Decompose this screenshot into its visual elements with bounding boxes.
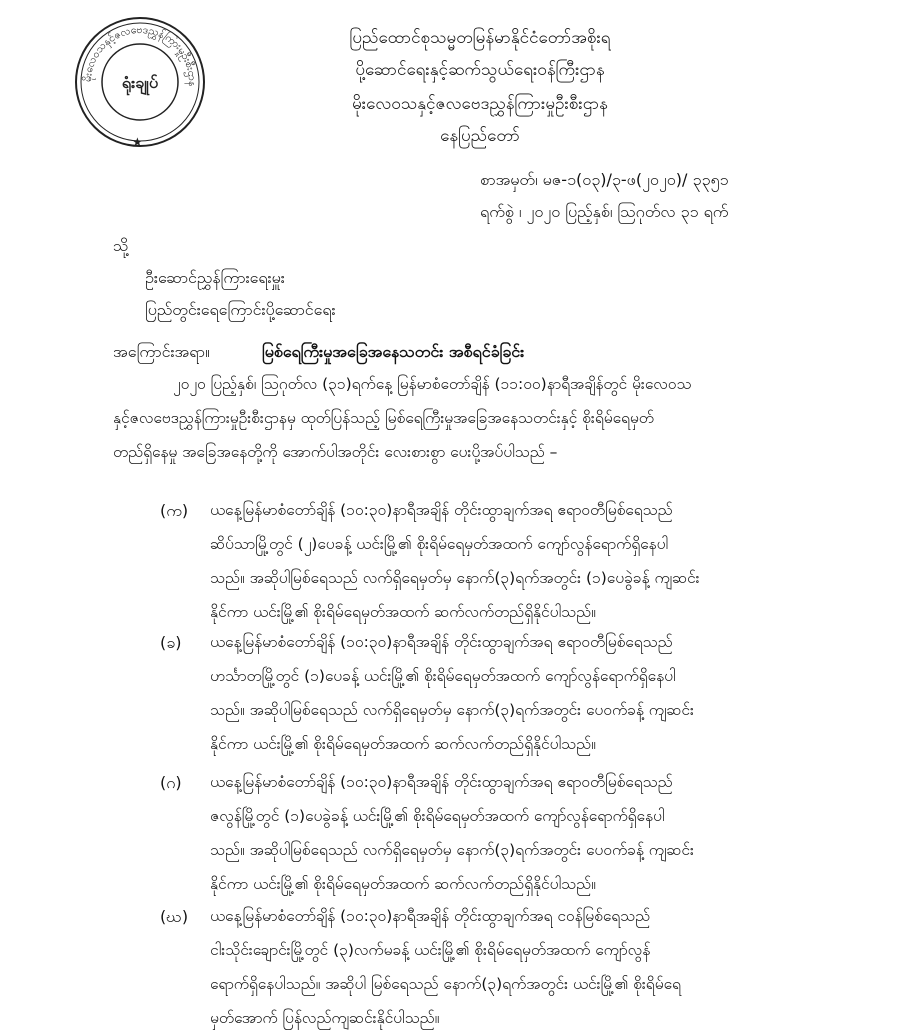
item-number: (ခ): [160, 633, 182, 652]
recipient-department: ပြည်တွင်းရေကြောင်းပို့ဆောင်ရေး: [145, 300, 336, 319]
header-location: နေပြည်တော်: [440, 126, 520, 146]
item-line: ဆိပ်သာမြို့တွင် (၂)ပေခန့် ယင်းမြို့၏ စိုးရိမ်ရေမှတ်အထက် ကျော်လွန်ရောက်ရှိနေပါ: [210, 535, 669, 553]
item-line: ယနေ့မြန်မာစံတော်ချိန် (၁၀:၃၀)နာရီအချိန် တိုင်းထွာချက်အရ ဧရာဝတီမြစ်ရေသည်: [210, 633, 673, 651]
item-line: ငါးသိုင်းချောင်းမြို့တွင် (၃)လက်မခန့် ယင်းမြို့၏ စိုးရိမ်ရေမှတ်အထက် ကျော်လွန်: [210, 941, 651, 959]
item-line: ယနေ့မြန်မာစံတော်ချိန် (၁၀:၃၀)နာရီအချိန် တိုင်းထွာချက်အရ ငဝန်မြစ်ရေသည်: [210, 907, 651, 925]
header-government: ပြည်ထောင်စုသမ္မတမြန်မာနိုင်ငံတော်အစိုးရ: [349, 28, 611, 48]
to-label: သို့: [113, 236, 129, 255]
recipient-title: ဦးဆောင်ညွှန်ကြားရေးမှူး: [145, 268, 285, 287]
item-line: နိုင်ကာ ယင်းမြို့၏ စိုးရိမ်ရေမှတ်အထက် ဆက်လက်တည်ရှိနိုင်ပါသည်။: [210, 603, 596, 621]
item-paragraph: [210, 765, 830, 901]
department-seal: [72, 14, 208, 150]
intro-line: နှင့်ဇလဗေဒညွှန်ကြားမှုဦးစီးဌာနမှ ထုတ်ပြန်သည့် မြစ်ရေကြီးမှုအခြေအနေသတင်းနှင့် စိုးရိမ်ရေမှတ်: [113, 409, 654, 427]
item-paragraph: [210, 625, 830, 761]
header-department: မိုးလေဝသနှင့်ဇလဗေဒညွှန်ကြားမှုဦးစီးဌာန: [352, 94, 608, 114]
item-line: သည်။ အဆိုပါမြစ်ရေသည် လက်ရှိရေမှတ်မှ နောက်(၃)ရက်အတွင်း ပေဝက်ခန့် ကျဆင်း: [210, 701, 694, 719]
item-line: ယနေ့မြန်မာစံတော်ချိန် (၁၀:၃၀)နာရီအချိန် တိုင်းထွာချက်အရ ဧရာဝတီမြစ်ရေသည်: [210, 501, 673, 519]
item-line: ဇလွန်မြို့တွင် (၁)ပေခွဲခန့် ယင်းမြို့၏ စိုးရိမ်ရေမှတ်အထက် ကျော်လွန်ရောက်ရှိနေပါ: [210, 807, 665, 825]
subject-label: အကြောင်းအရာ။: [113, 342, 210, 361]
item-line: ရောက်ရှိနေပါသည်။ အဆိုပါ မြစ်ရေသည် နောက်(၃)ရက်အတွင်း ယင်းမြို့၏ စိုးရိမ်ရေ: [210, 975, 681, 993]
item-line: မှတ်အောက် ပြန်လည်ကျဆင်းနိုင်ပါသည်။: [210, 1009, 440, 1027]
item-number: (ဂ): [160, 773, 182, 792]
item-line: နိုင်ကာ ယင်းမြို့၏ စိုးရိမ်ရေမှတ်အထက် ဆက်လက်တည်ရှိနိုင်ပါသည်။: [210, 875, 596, 893]
seal-ring-text: မိုးလေဝသနှင့်ဇလဗေဒညွှန်ကြားမှုဦးစီးဌာန: [81, 23, 199, 87]
reference-number: စာအမှတ်၊ မဇ-၁(၀၃)/၃-ဖ(၂၀၂၀)/ ၃၃၅၁: [480, 170, 729, 189]
document-date: ရက်စွဲ ၊ ၂၀၂၀ ပြည့်နှစ်၊ ဩဂုတ်လ ၃၁ ရက်: [480, 202, 729, 221]
item-number: (ဃ): [160, 907, 189, 926]
item-paragraph: [210, 493, 830, 629]
item-number: (က): [160, 501, 189, 520]
intro-line: တည်ရှိနေမှု အခြေအနေတို့ကို အောက်ပါအတိုင်း လေးစားစွာ ပေးပို့အပ်ပါသည် –: [113, 443, 558, 461]
item-line: နိုင်ကာ ယင်းမြို့၏ စိုးရိမ်ရေမှတ်အထက် ဆက်လက်တည်ရှိနိုင်ပါသည်။: [210, 735, 596, 753]
subject-text: မြစ်ရေကြီးမှုအခြေအနေသတင်း အစီရင်ခံခြင်း: [262, 342, 525, 361]
item-line: ယနေ့မြန်မာစံတော်ချိန် (၁၀:၃၀)နာရီအချိန် တိုင်းထွာချက်အရ ဧရာဝတီမြစ်ရေသည်: [210, 773, 673, 791]
header-ministry: ပို့ဆောင်ရေးနှင့်ဆက်သွယ်ရေးဝန်ကြီးဌာန: [355, 60, 605, 80]
star-icon: ★: [132, 135, 143, 149]
item-line: ဟင်္သာတမြို့တွင် (၁)ပေခန့် ယင်းမြို့၏ စိုးရိမ်ရေမှတ်အထက် ကျော်လွန်ရောက်ရှိနေပါ: [210, 667, 676, 685]
item-line: သည်။ အဆိုပါမြစ်ရေသည် လက်ရှိရေမှတ်မှ နောက်(၃)ရက်အတွင်း ပေဝက်ခန့် ကျဆင်း: [210, 841, 694, 859]
intro-paragraph: [113, 367, 813, 469]
item-line: သည်။ အဆိုပါမြစ်ရေသည် လက်ရှိရေမှတ်မှ နောက်(၃)ရက်အတွင်း (၁)ပေခွဲခန့် ကျဆင်း: [210, 569, 700, 587]
seal-center-text: ရုံးချုပ်: [121, 73, 159, 92]
item-paragraph: [210, 899, 830, 1035]
intro-line: ၂၀၂၀ ပြည့်နှစ်၊ ဩဂုတ်လ (၃၁)ရက်နေ့ မြန်မာစံတော်ချိန် (၁၁:၀၀)နာရီအချိန်တွင် မိုးလေဝသ: [173, 375, 692, 393]
